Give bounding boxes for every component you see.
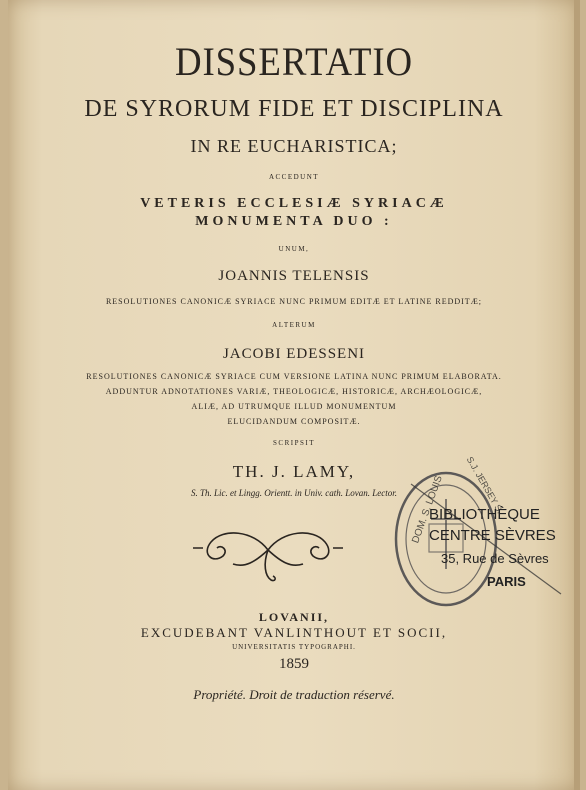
second-author-name: JACOBI EDESSENI [222, 346, 366, 362]
stamp-ring-text: S.J. JERSEY S. [464, 454, 506, 516]
unum-label: UNUM, [278, 245, 310, 253]
second-author-description-line: ELUCIDANDUM COMPOSITÆ. [227, 417, 361, 426]
stamp-line-4: PARIS [487, 574, 526, 589]
book-title: DISSERTATIO [174, 39, 414, 84]
subtitle-line-2: IN RE EUCHARISTICA; [190, 136, 398, 156]
stamp-line-2: CENTRE SÈVRES [429, 527, 556, 544]
second-author-description-line: ADDUNTUR ADNOTATIONES VARIÆ, THEOLOGICÆ, HISTORICÆ, ARCHÆOLOGICÆ, [105, 387, 483, 396]
stamp-ring-text: DOM. S. LOUIS [410, 474, 445, 545]
publication-place: LOVANII, [258, 610, 330, 624]
title-page [8, 0, 580, 790]
printer-role: UNIVERSITATIS TYPOGRAPHI. [232, 643, 356, 651]
publication-year: 1859 [279, 656, 309, 672]
author-name: TH. J. LAMY, [232, 462, 356, 481]
subtitle-line-1: DE SYRORUM FIDE ET DISCIPLINA [84, 96, 504, 122]
rights-notice: Propriété. Droit de traduction réservé. [193, 687, 395, 702]
first-author-description: RESOLUTIONES CANONICÆ SYRIACE NUNC PRIMUM EDITÆ ET LATINE REDDITÆ; [105, 297, 483, 306]
author-affiliation: S. Th. Lic. et Lingg. Orientt. in Univ. cath. Lovan. Lector. [190, 488, 398, 498]
alterum-label: ALTERUM [272, 321, 316, 329]
second-author-description-line: RESOLUTIONES CANONICÆ SYRIACE CUM VERSIONE LATINA NUNC PRIMUM ELABORATA. [86, 372, 502, 381]
second-author-description-line: ALIÆ, AD UTRUMQUE ILLUD MONUMENTUM [191, 402, 397, 411]
ornament-flourish-icon [193, 520, 343, 584]
monumenta-line-2: MONUMENTA DUO : [195, 214, 393, 229]
library-stamp [391, 454, 571, 614]
scripsit-label: SCRIPSIT [273, 439, 315, 447]
stamp-line-1: BIBLIOTHÈQUE [429, 506, 540, 523]
accedunt-label: ACCEDUNT [268, 173, 320, 181]
monumenta-line-1: VETERIS ECCLESIÆ SYRIACÆ [140, 196, 448, 211]
printer: EXCUDEBANT VANLINTHOUT ET SOCII, [140, 625, 448, 640]
first-author-name: JOANNIS TELENSIS [218, 268, 370, 284]
stamp-line-3: 35, Rue de Sèvres [441, 551, 549, 566]
